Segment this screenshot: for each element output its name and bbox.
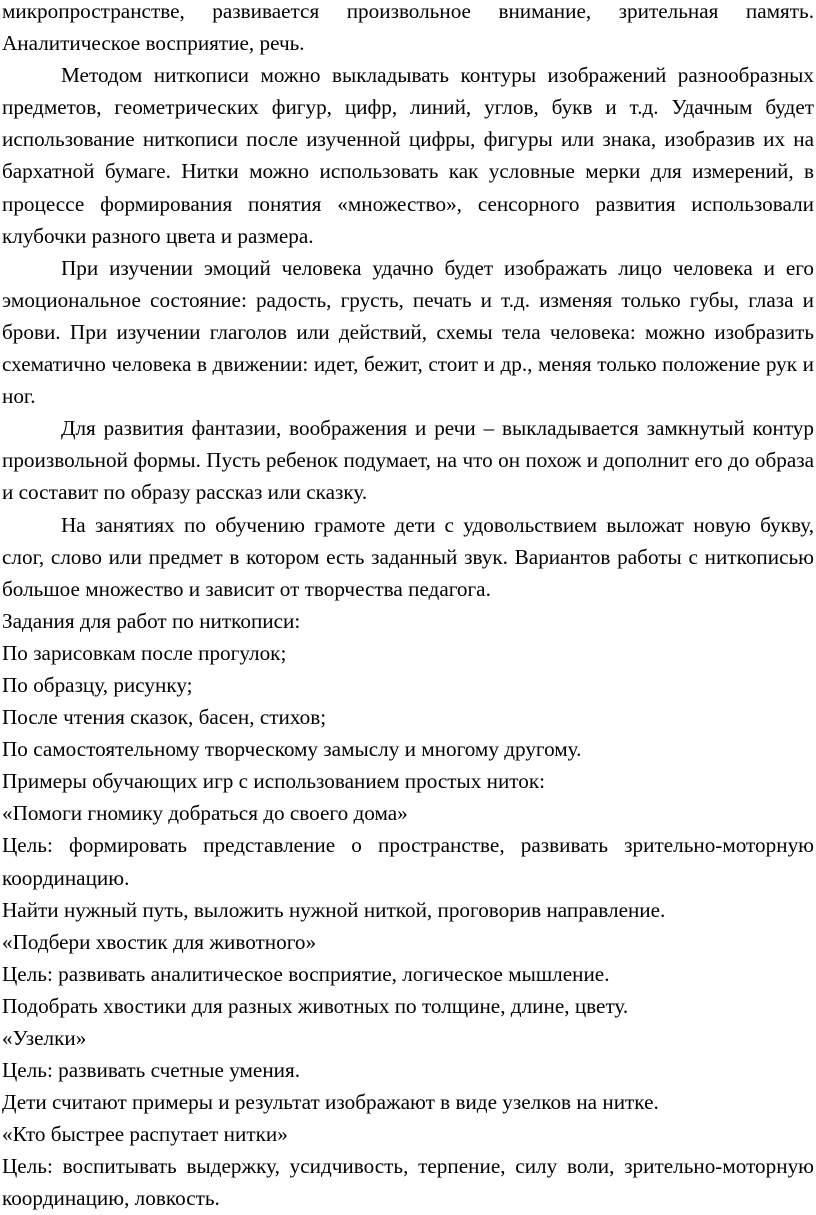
game-title: «Узелки» (2, 1026, 87, 1050)
game-goal: Цель: формировать представление о пространстве, развивать зрительно-моторную координацию. (2, 833, 814, 890)
games-heading: Примеры обучающих игр с использованием простых ниток: (2, 769, 546, 794)
game-title: «Кто быстрее распутает нитки» (2, 1122, 288, 1147)
task-item: По образцу, рисунку; (2, 672, 193, 697)
paragraph-fantasy: Для развития фантазии, воображения и речи – выкладывается замкнутый контур произвольной формы. Пусть ребенок подумает, на что он похож и дополнит его до образа и составит по образу рассказ или сказку. (2, 416, 814, 505)
game-title: «Подбери хвостик для животного» (2, 929, 317, 954)
task-item: По самостоятельному творческому замыслу и многому другому. (2, 737, 582, 762)
game-description: Дети считают примеры и результат изображают в виде узелков на нитке. (2, 1090, 659, 1115)
game-title: «Помоги гномику добраться до своего дома» (2, 801, 408, 826)
paragraph-literacy: На занятиях по обучению грамоте дети с удовольствием выложат новую букву, слог, слово или предмет в котором есть заданный звук. Вариантов работы с ниткописью большое множество и зависит от творчества педагога. (2, 512, 814, 601)
paragraph-nitkopis-methods: Методом ниткописи можно выкладывать контуры изображений разнообразных предметов, геометрических фигур, цифр, линий, углов, букв и т.д. Удачным будет использование ниткописи после изученной цифры, фигуры или знака, изобразив их на бархатной бумаге. Нитки можно использовать как условные мерки для измерений, в процессе формирования понятия «множество», сенсорного развития использовали клубочки разного цвета и размера. (2, 63, 814, 248)
paragraph-continuation: микропространстве, развивается произвольное внимание, зрительная память. Аналитическое восприятие, речь. (2, 0, 814, 56)
game-goal: Цель: развивать счетные умения. (2, 1058, 301, 1083)
task-item: После чтения сказок, басен, стихов; (2, 705, 327, 730)
task-item: По зарисовкам после прогулок; (2, 640, 287, 665)
paragraph-emotions: При изучении эмоций человека удачно будет изображать лицо человека и его эмоциональное состояние: радость, грусть, печать и т.д. изменяя только губы, глаза и брови. При изучении глаголов или действий, схемы тела человека: можно изобразить схематично человека в движении: идет, бежит, стоит и др., меняя только положение рук и ног. (2, 255, 814, 409)
tasks-heading: Задания для работ по ниткописи: (2, 608, 301, 633)
game-description: Подобрать хвостики для разных животных по толщине, длине, цвету. (2, 993, 629, 1018)
game-goal: Цель: развивать аналитическое восприятие, логическое мышление. (2, 961, 610, 986)
game-description: Найти нужный путь, выложить нужной ниткой, проговорив направление. (2, 897, 666, 922)
game-goal: Цель: воспитывать выдержку, усидчивость, терпение, силу воли, зрительно-моторную координацию, ловкость. (2, 1154, 814, 1211)
